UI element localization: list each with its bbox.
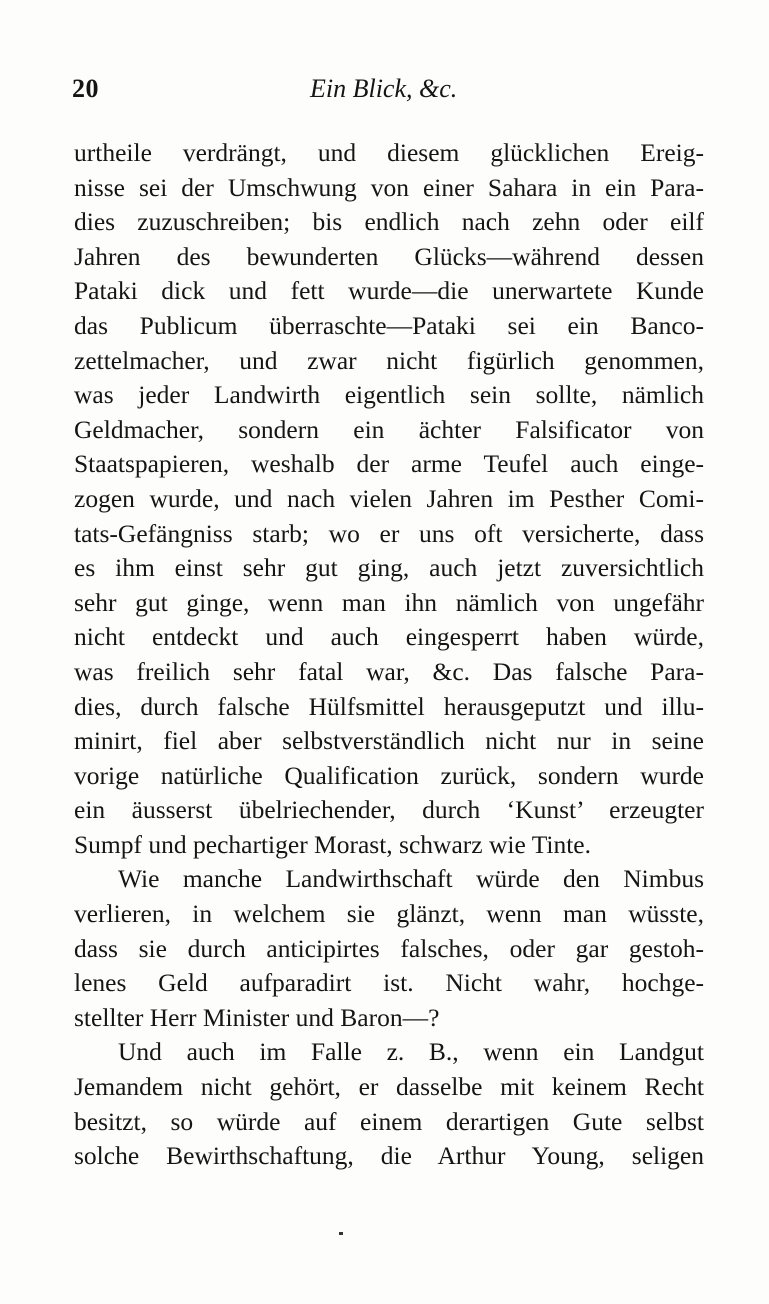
text-line: Sumpf und pechartiger Morast, schwarz wie Tinte. bbox=[74, 829, 591, 859]
text-line: besitzt, so würde auf einem derartigen Gute selbst bbox=[74, 1106, 704, 1136]
text-line: Staatspapieren, weshalb der arme Teufel auch einge- bbox=[74, 449, 704, 479]
text-line: verlieren, in welchem sie glänzt, wenn man wüsste, bbox=[74, 899, 704, 929]
text-line: ein äusserst übelriechender, durch ‘Kunst’ erzeugter bbox=[74, 795, 704, 825]
text-line: dies, durch falsche Hülfsmittel herausgeputzt und illu- bbox=[74, 691, 704, 721]
text-line: minirt, fiel aber selbstverständlich nicht nur in seine bbox=[74, 726, 704, 756]
text-line: solche Bewirthschaftung, die Arthur Young, seligen bbox=[74, 1141, 704, 1171]
text-line: zogen wurde, und nach vielen Jahren im Pesther Comi- bbox=[74, 483, 704, 513]
text-line: was freilich sehr fatal war, &c. Das falsche Para- bbox=[74, 656, 704, 686]
text-line: es ihm einst sehr gut ging, auch jetzt zuversichtlich bbox=[74, 553, 704, 583]
text-line: Und auch im Falle z. B., wenn ein Landgut bbox=[118, 1037, 704, 1067]
text-line: Geldmacher, sondern ein ächter Falsificator von bbox=[74, 414, 704, 444]
text-line: Jemandem nicht gehört, er dasselbe mit keinem Recht bbox=[74, 1072, 704, 1102]
body-text bbox=[74, 136, 704, 1174]
text-line: tats-Gefängniss starb; wo er uns oft versicherte, dass bbox=[74, 518, 704, 548]
printer-mark bbox=[339, 1232, 343, 1235]
text-line: das Publicum überraschte—Pataki sei ein Banco- bbox=[74, 310, 704, 340]
text-line: Pataki dick und fett wurde—die unerwartete Kunde bbox=[74, 276, 704, 306]
running-title: Ein Blick, &c. bbox=[310, 74, 458, 103]
text-line: was jeder Landwirth eigentlich sein sollte, nämlich bbox=[74, 380, 704, 410]
text-line: vorige natürliche Qualification zurück, sondern wurde bbox=[74, 760, 704, 790]
text-line: urtheile verdrängt, und diesem glücklichen Ereig- bbox=[74, 138, 704, 167]
text-line: dies zuzuschreiben; bis endlich nach zehn oder eilf bbox=[74, 207, 704, 237]
text-line: nisse sei der Umschwung von einer Sahara in ein Para- bbox=[74, 172, 704, 202]
text-line: Jahren des bewunderten Glücks—während dessen bbox=[74, 241, 704, 271]
page-number: 20 bbox=[72, 74, 99, 103]
text-line: zettelmacher, und zwar nicht figürlich genommen, bbox=[74, 345, 704, 375]
text-line: lenes Geld aufparadirt ist. Nicht wahr, hochge- bbox=[74, 968, 704, 998]
running-head bbox=[0, 74, 769, 108]
text-line: dass sie durch anticipirtes falsches, oder gar gestoh- bbox=[74, 933, 704, 963]
text-line: nicht entdeckt und auch eingesperrt haben würde, bbox=[74, 622, 704, 652]
text-line: stellter Herr Minister und Baron—? bbox=[74, 1002, 440, 1032]
text-line: sehr gut ginge, wenn man ihn nämlich von ungefähr bbox=[74, 587, 704, 617]
text-line: Wie manche Landwirthschaft würde den Nimbus bbox=[118, 864, 704, 894]
